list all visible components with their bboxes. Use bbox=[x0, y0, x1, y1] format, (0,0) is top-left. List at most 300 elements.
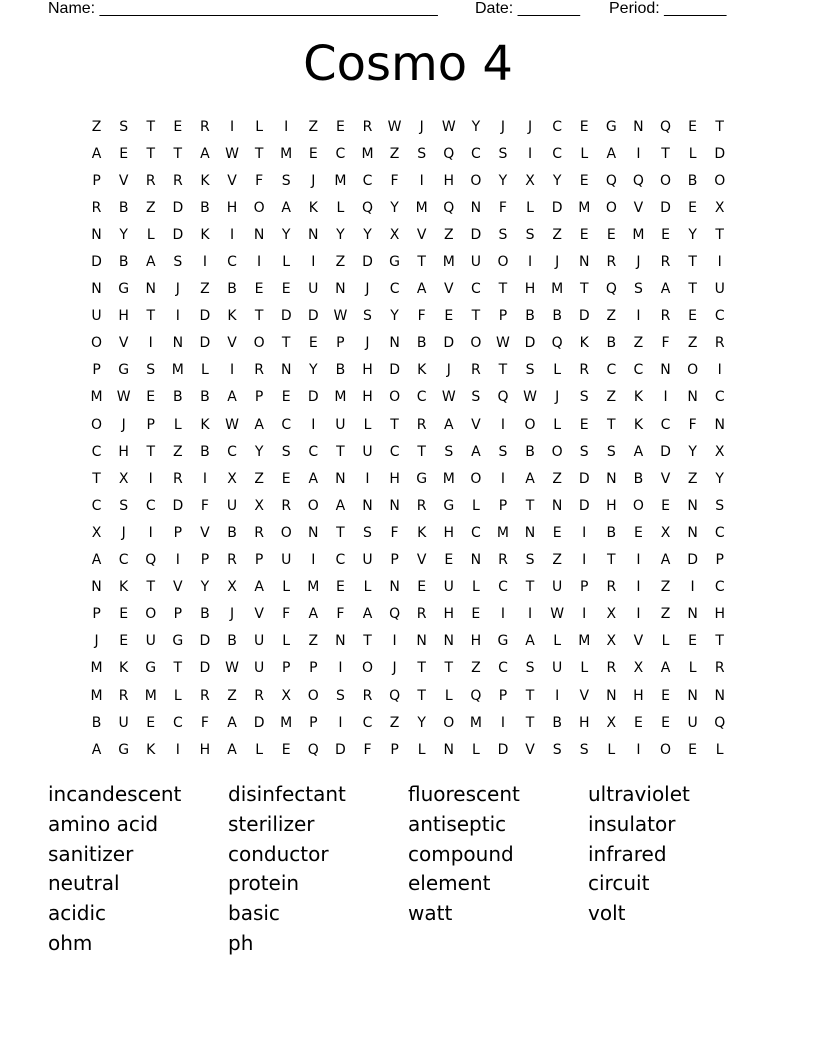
grid-letter: P bbox=[390, 552, 399, 569]
grid-row bbox=[83, 574, 733, 601]
grid-letter: V bbox=[118, 335, 129, 352]
grid-letter: J bbox=[392, 660, 397, 677]
grid-letter: Y bbox=[309, 362, 318, 379]
grid-letter: F bbox=[282, 606, 291, 623]
grid-letter: Z bbox=[91, 118, 102, 135]
grid-row bbox=[83, 411, 733, 438]
grid-letter: K bbox=[119, 660, 129, 677]
grid-letter: V bbox=[660, 470, 671, 487]
grid-letter: U bbox=[118, 714, 129, 731]
grid-letter: E bbox=[281, 389, 291, 406]
grid-letter: J bbox=[636, 254, 641, 271]
grid-letter: T bbox=[715, 118, 724, 135]
grid-letter: O bbox=[660, 741, 672, 758]
grid-letter: C bbox=[227, 443, 237, 460]
grid-letter: L bbox=[471, 497, 480, 514]
grid-letter: H bbox=[443, 606, 455, 623]
grid-letter: N bbox=[443, 633, 454, 650]
grid-letter: L bbox=[688, 660, 697, 677]
grid-letter: X bbox=[254, 497, 264, 514]
grid-letter: V bbox=[471, 416, 481, 433]
grid-letter: H bbox=[633, 687, 644, 704]
grid-letter: I bbox=[636, 145, 641, 162]
grid-letter: A bbox=[471, 443, 481, 460]
grid-letter: J bbox=[121, 416, 126, 433]
grid-letter: A bbox=[308, 470, 319, 487]
grid-letter: Z bbox=[389, 714, 400, 731]
grid-letter: I bbox=[582, 524, 587, 541]
word-list-item: ohm bbox=[48, 930, 93, 955]
grid-letter: Y bbox=[119, 226, 128, 243]
grid-letter: O bbox=[280, 524, 292, 541]
grid-letter: V bbox=[416, 552, 427, 569]
grid-letter: K bbox=[146, 741, 156, 758]
grid-letter: M bbox=[280, 145, 293, 162]
grid-letter: F bbox=[498, 199, 507, 216]
grid-letter: I bbox=[690, 579, 695, 596]
grid-row bbox=[83, 628, 733, 655]
grid-letter: T bbox=[336, 524, 345, 541]
grid-letter: Z bbox=[227, 687, 237, 704]
grid-letter: I bbox=[311, 416, 316, 433]
grid-letter: I bbox=[148, 335, 153, 352]
grid-letter: L bbox=[282, 579, 291, 596]
grid-letter: M bbox=[578, 199, 591, 216]
grid-letter: L bbox=[661, 633, 670, 650]
grid-letter: N bbox=[714, 416, 725, 433]
grid-letter: N bbox=[389, 335, 400, 352]
grid-letter: W bbox=[496, 335, 510, 352]
grid-letter: E bbox=[688, 633, 698, 650]
grid-letter: R bbox=[172, 172, 183, 189]
grid-letter: W bbox=[333, 308, 348, 325]
grid-letter: B bbox=[335, 362, 346, 379]
grid-letter: G bbox=[605, 118, 617, 135]
grid-letter: Z bbox=[335, 254, 346, 271]
grid-letter: M bbox=[334, 172, 347, 189]
grid-letter: Z bbox=[660, 606, 671, 623]
grid-letter: I bbox=[311, 552, 316, 569]
grid-letter: P bbox=[498, 497, 508, 514]
grid-letter: R bbox=[714, 335, 725, 352]
grid-letter: M bbox=[144, 687, 157, 704]
grid-letter: E bbox=[579, 226, 589, 243]
grid-letter: M bbox=[415, 199, 428, 216]
grid-letter: I bbox=[338, 660, 343, 677]
grid-letter: B bbox=[118, 254, 129, 271]
grid-letter: S bbox=[363, 524, 372, 541]
grid-letter: A bbox=[660, 660, 671, 677]
grid-letter: B bbox=[227, 633, 237, 650]
grid-letter: N bbox=[253, 226, 265, 243]
grid-letter: A bbox=[362, 606, 373, 623]
grid-letter: O bbox=[524, 416, 536, 433]
grid-letter: O bbox=[443, 714, 455, 731]
grid-letter: J bbox=[500, 118, 506, 135]
grid-letter: Q bbox=[497, 389, 509, 406]
grid-letter: U bbox=[714, 281, 725, 298]
grid-letter: C bbox=[362, 172, 373, 189]
word-list-item: basic bbox=[228, 901, 280, 926]
grid-letter: M bbox=[90, 687, 103, 704]
grid-letter: I bbox=[148, 524, 153, 541]
grid-letter: A bbox=[660, 281, 671, 298]
grid-letter: T bbox=[146, 118, 156, 135]
grid-letter: Q bbox=[551, 335, 563, 352]
grid-letter: Y bbox=[281, 226, 291, 243]
grid-letter: Q bbox=[470, 687, 482, 704]
grid-letter: P bbox=[146, 416, 155, 433]
grid-letter: T bbox=[715, 226, 724, 243]
grid-letter: H bbox=[606, 497, 617, 514]
grid-row bbox=[83, 303, 733, 330]
grid-letter: Y bbox=[417, 714, 426, 731]
grid-letter: A bbox=[308, 606, 319, 623]
grid-letter: U bbox=[443, 579, 454, 596]
grid-letter: E bbox=[579, 118, 589, 135]
grid-letter: D bbox=[362, 254, 373, 271]
grid-letter: D bbox=[578, 470, 590, 487]
grid-letter: N bbox=[91, 226, 102, 243]
grid-letter: A bbox=[227, 714, 237, 731]
grid-letter: B bbox=[633, 470, 644, 487]
grid-letter: D bbox=[199, 335, 211, 352]
word-list-item: incandescent bbox=[48, 782, 182, 806]
grid-letter: Q bbox=[632, 172, 644, 189]
grid-row bbox=[83, 547, 733, 574]
grid-letter: D bbox=[714, 145, 726, 162]
grid-letter: R bbox=[172, 470, 183, 487]
grid-letter: G bbox=[118, 741, 130, 758]
grid-letter: X bbox=[525, 172, 535, 189]
grid-letter: W bbox=[225, 145, 239, 162]
grid-letter: U bbox=[281, 552, 292, 569]
grid-letter: S bbox=[579, 741, 589, 758]
grid-letter: D bbox=[253, 714, 265, 731]
grid-letter: R bbox=[227, 552, 237, 569]
grid-letter: M bbox=[280, 714, 293, 731]
grid-letter: C bbox=[145, 497, 156, 514]
grid-letter: E bbox=[661, 687, 670, 704]
grid-letter: M bbox=[442, 254, 455, 271]
grid-letter: R bbox=[416, 416, 427, 433]
grid-letter: A bbox=[335, 497, 346, 514]
grid-letter: D bbox=[443, 335, 455, 352]
grid-letter: I bbox=[636, 741, 641, 758]
grid-letter: C bbox=[335, 145, 346, 162]
grid-letter: J bbox=[365, 335, 370, 352]
word-list-item: neutral bbox=[48, 871, 120, 896]
grid-letter: K bbox=[417, 362, 427, 379]
grid-letter: D bbox=[199, 660, 211, 677]
worksheet-header bbox=[48, 0, 738, 20]
grid-letter: N bbox=[335, 281, 346, 298]
grid-letter: I bbox=[636, 606, 641, 623]
grid-letter: L bbox=[282, 633, 291, 650]
grid-letter: U bbox=[552, 579, 563, 596]
grid-letter: N bbox=[687, 389, 698, 406]
grid-letter: K bbox=[200, 172, 210, 189]
grid-letter: M bbox=[171, 362, 184, 379]
grid-letter: K bbox=[200, 416, 210, 433]
grid-letter: Y bbox=[715, 470, 724, 487]
grid-letter: E bbox=[281, 470, 291, 487]
grid-letter: M bbox=[551, 281, 564, 298]
grid-letter: R bbox=[362, 687, 373, 704]
grid-letter: L bbox=[607, 741, 616, 758]
grid-letter: R bbox=[254, 524, 264, 541]
grid-letter: Z bbox=[173, 443, 183, 460]
grid-letter: S bbox=[552, 741, 562, 758]
grid-letter: A bbox=[91, 145, 102, 162]
grid-letter: S bbox=[498, 145, 508, 162]
grid-letter: H bbox=[199, 741, 211, 758]
grid-letter: X bbox=[606, 633, 617, 650]
grid-letter: J bbox=[121, 524, 126, 541]
grid-letter: D bbox=[199, 633, 211, 650]
grid-letter: G bbox=[145, 660, 157, 677]
grid-letter: L bbox=[444, 687, 453, 704]
grid-letter: E bbox=[633, 524, 643, 541]
grid-letter: C bbox=[606, 362, 617, 379]
grid-letter: E bbox=[606, 226, 616, 243]
grid-letter: T bbox=[444, 660, 454, 677]
grid-letter: U bbox=[226, 497, 238, 514]
grid-letter: Z bbox=[687, 335, 698, 352]
grid-letter: J bbox=[94, 633, 99, 650]
grid-row bbox=[83, 330, 733, 357]
grid-letter: J bbox=[419, 118, 424, 135]
grid-letter: O bbox=[660, 172, 672, 189]
grid-letter: M bbox=[307, 579, 320, 596]
grid-letter: J bbox=[527, 118, 533, 135]
grid-letter: Y bbox=[363, 226, 372, 243]
grid-letter: N bbox=[633, 118, 644, 135]
grid-letter: O bbox=[497, 254, 509, 271]
grid-letter: N bbox=[443, 741, 454, 758]
grid-letter: R bbox=[200, 687, 210, 704]
grid-letter: C bbox=[660, 416, 671, 433]
grid-letter: O bbox=[91, 335, 103, 352]
grid-letter: T bbox=[579, 281, 589, 298]
grid-letter: L bbox=[471, 579, 480, 596]
grid-letter: K bbox=[308, 199, 318, 216]
grid-letter: C bbox=[416, 389, 427, 406]
grid-letter: X bbox=[714, 199, 725, 216]
grid-letter: N bbox=[524, 524, 536, 541]
grid-letter: X bbox=[227, 579, 237, 596]
grid-letter: D bbox=[172, 226, 184, 243]
grid-letter: V bbox=[443, 281, 454, 298]
grid-row bbox=[83, 519, 733, 546]
grid-letter: B bbox=[552, 714, 562, 731]
grid-letter: O bbox=[307, 497, 319, 514]
grid-letter: P bbox=[715, 552, 724, 569]
grid-letter: D bbox=[199, 308, 211, 325]
grid-letter: L bbox=[336, 199, 345, 216]
grid-letter: U bbox=[335, 416, 346, 433]
grid-letter: Q bbox=[307, 741, 319, 758]
grid-letter: A bbox=[91, 552, 102, 569]
grid-letter: L bbox=[526, 199, 534, 216]
grid-letter: U bbox=[253, 633, 265, 650]
grid-letter: E bbox=[146, 389, 156, 406]
grid-letter: L bbox=[715, 741, 724, 758]
grid-letter: L bbox=[201, 362, 209, 379]
grid-letter: T bbox=[254, 145, 264, 162]
grid-letter: C bbox=[470, 281, 481, 298]
grid-letter: D bbox=[307, 389, 319, 406]
grid-letter: I bbox=[717, 362, 722, 379]
grid-letter: E bbox=[552, 524, 562, 541]
grid-letter: H bbox=[118, 308, 129, 325]
grid-letter: C bbox=[362, 714, 373, 731]
grid-letter: F bbox=[200, 497, 209, 514]
grid-letter: T bbox=[661, 145, 670, 162]
grid-letter: C bbox=[498, 579, 508, 596]
grid-letter: M bbox=[496, 524, 509, 541]
grid-letter: I bbox=[229, 362, 235, 379]
grid-letter: C bbox=[389, 281, 400, 298]
grid-letter: L bbox=[553, 416, 562, 433]
grid-letter: X bbox=[606, 714, 617, 731]
grid-letter: Q bbox=[660, 118, 672, 135]
grid-letter: K bbox=[633, 416, 644, 433]
grid-letter: A bbox=[443, 416, 454, 433]
grid-letter: V bbox=[227, 172, 237, 189]
grid-letter: D bbox=[335, 741, 346, 758]
grid-letter: U bbox=[145, 633, 156, 650]
word-list-item: sanitizer bbox=[48, 841, 134, 866]
grid-letter: E bbox=[119, 606, 129, 623]
grid-letter: H bbox=[118, 443, 129, 460]
grid-letter: R bbox=[118, 687, 129, 704]
grid-letter: Z bbox=[552, 470, 562, 487]
word-list-item: volt bbox=[588, 901, 626, 926]
grid-letter: X bbox=[633, 660, 644, 677]
grid-letter: M bbox=[90, 389, 103, 406]
grid-letter: Z bbox=[660, 579, 671, 596]
grid-letter: S bbox=[579, 443, 589, 460]
word-list-item: circuit bbox=[588, 871, 650, 896]
grid-row bbox=[83, 384, 733, 411]
grid-letter: D bbox=[172, 199, 184, 216]
grid-letter: Y bbox=[471, 118, 481, 135]
grid-letter: T bbox=[173, 660, 183, 677]
grid-letter: I bbox=[338, 714, 343, 731]
grid-letter: T bbox=[363, 633, 372, 650]
grid-letter: P bbox=[580, 579, 589, 596]
grid-row bbox=[83, 167, 733, 194]
word-list-item: element bbox=[408, 871, 491, 896]
grid-letter: U bbox=[470, 254, 481, 271]
grid-letter: K bbox=[633, 389, 644, 406]
grid-letter: J bbox=[555, 389, 560, 406]
grid-letter: C bbox=[470, 524, 481, 541]
grid-letter: C bbox=[308, 443, 319, 460]
grid-letter: C bbox=[172, 714, 183, 731]
grid-letter: W bbox=[225, 416, 239, 433]
grid-letter: P bbox=[498, 687, 508, 704]
grid-letter: Y bbox=[200, 579, 210, 596]
grid-letter: H bbox=[714, 606, 725, 623]
grid-letter: I bbox=[527, 606, 533, 623]
grid-letter: T bbox=[498, 281, 508, 298]
grid-letter: L bbox=[363, 416, 372, 433]
grid-letter: Q bbox=[361, 199, 373, 216]
grid-letter: M bbox=[361, 145, 374, 162]
grid-letter: S bbox=[146, 362, 156, 379]
grid-letter: I bbox=[148, 470, 153, 487]
grid-letter: P bbox=[92, 606, 101, 623]
grid-letter: P bbox=[254, 552, 264, 569]
grid-letter: Z bbox=[443, 226, 454, 243]
grid-letter: K bbox=[417, 524, 427, 541]
grid-letter: G bbox=[118, 281, 130, 298]
grid-letter: J bbox=[175, 281, 180, 298]
grid-letter: Z bbox=[633, 335, 644, 352]
grid-letter: V bbox=[173, 579, 183, 596]
word-list-item: protein bbox=[228, 871, 300, 896]
grid-letter: E bbox=[688, 199, 698, 216]
grid-letter: E bbox=[281, 281, 291, 298]
grid-letter: W bbox=[387, 118, 402, 135]
grid-letter: E bbox=[471, 606, 481, 623]
grid-letter: D bbox=[307, 308, 319, 325]
grid-letter: Y bbox=[390, 199, 399, 216]
grid-letter: R bbox=[254, 687, 264, 704]
grid-letter: T bbox=[417, 254, 426, 271]
grid-letter: Y bbox=[552, 172, 562, 189]
grid-letter: F bbox=[390, 524, 399, 541]
grid-letter: X bbox=[389, 226, 400, 243]
grid-letter: P bbox=[200, 552, 210, 569]
grid-letter: E bbox=[308, 145, 318, 162]
grid-letter: N bbox=[172, 335, 184, 352]
grid-letter: B bbox=[525, 443, 535, 460]
grid-letter: S bbox=[633, 281, 643, 298]
grid-letter: G bbox=[443, 497, 455, 514]
grid-row bbox=[83, 357, 733, 384]
grid-letter: D bbox=[91, 254, 102, 271]
grid-letter: Y bbox=[390, 308, 399, 325]
grid-letter: S bbox=[119, 118, 129, 135]
grid-letter: A bbox=[660, 552, 671, 569]
grid-letter: P bbox=[92, 362, 101, 379]
grid-letter: C bbox=[552, 145, 563, 162]
grid-letter: C bbox=[552, 118, 563, 135]
grid-letter: S bbox=[471, 389, 481, 406]
grid-letter: B bbox=[173, 389, 183, 406]
word-list-item: infrared bbox=[588, 841, 667, 866]
grid-letter: A bbox=[254, 579, 264, 596]
grid-letter: N bbox=[578, 254, 590, 271]
grid-letter: S bbox=[417, 145, 427, 162]
grid-letter: N bbox=[470, 552, 482, 569]
grid-letter: I bbox=[392, 633, 397, 650]
grid-row bbox=[83, 140, 733, 167]
word-list-item: ph bbox=[228, 930, 254, 955]
grid-letter: T bbox=[254, 308, 264, 325]
grid-letter: E bbox=[688, 118, 698, 135]
grid-letter: U bbox=[552, 660, 563, 677]
grid-letter: S bbox=[525, 362, 535, 379]
grid-letter: V bbox=[416, 226, 427, 243]
grid-letter: P bbox=[92, 172, 101, 189]
grid-letter: Z bbox=[254, 470, 264, 487]
grid-letter: D bbox=[660, 199, 671, 216]
grid-letter: T bbox=[525, 687, 535, 704]
